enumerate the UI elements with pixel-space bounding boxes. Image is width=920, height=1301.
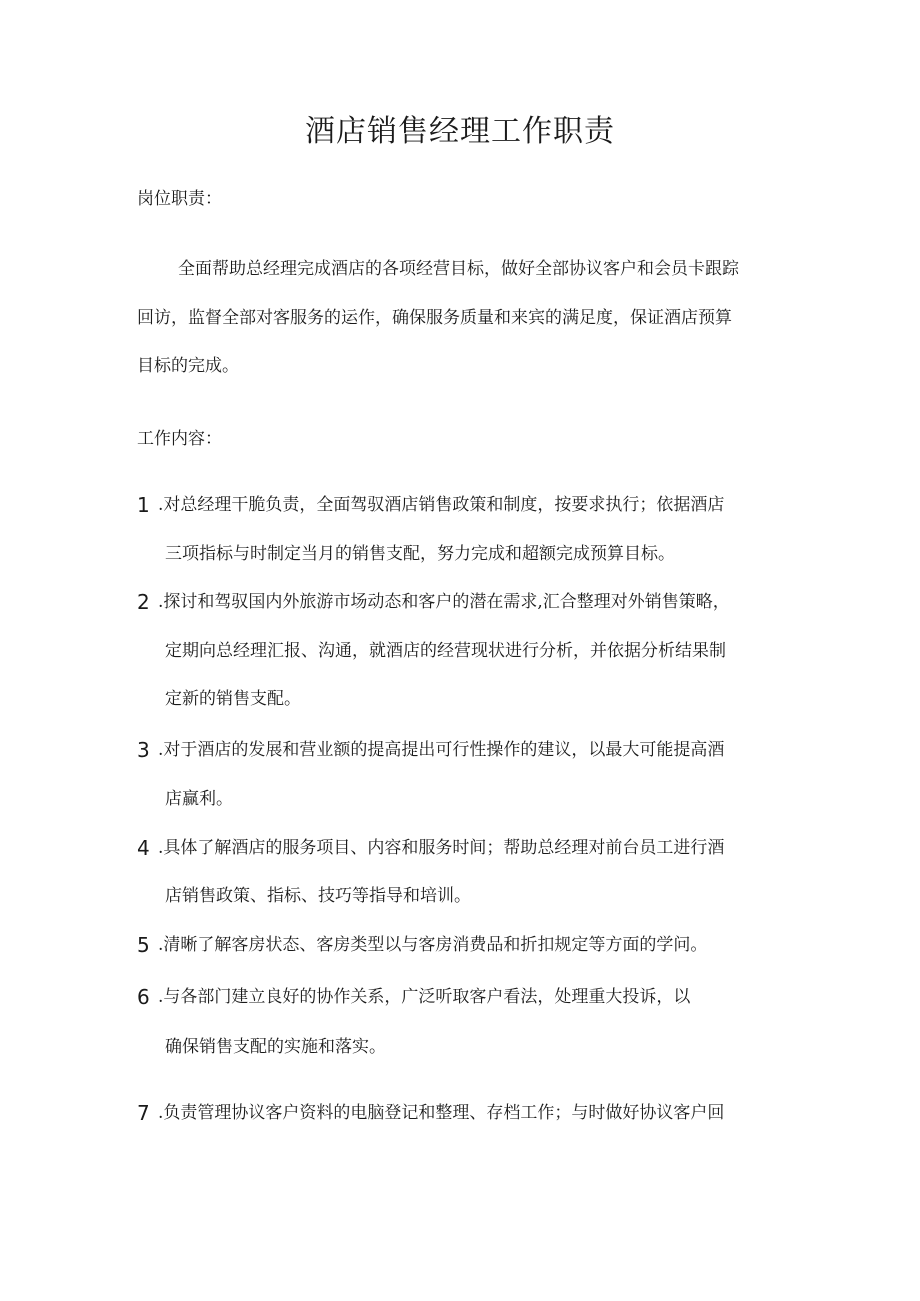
list-item-line: 定新的销售支配。 — [165, 689, 301, 709]
list-item-line: .清晰了解客房状态、客房类型以与客房消费品和折扣规定等方面的学问。 — [158, 935, 708, 955]
list-item-line: 店销售政策、指标、技巧等指导和培训。 — [165, 886, 471, 906]
list-item-number: 4 — [137, 836, 150, 860]
list-item-line: 店赢利。 — [165, 789, 233, 809]
list-item-line: .对于酒店的发展和营业额的提高提出可行性操作的建议，以最大可能提高酒 — [158, 740, 725, 760]
list-item-line: 三项指标与时制定当月的销售支配，努力完成和超额完成预算目标。 — [165, 544, 675, 564]
page-title: 酒店销售经理工作职责 — [305, 114, 615, 149]
list-item-line: .探讨和驾驭国内外旅游市场动态和客户的潜在需求,汇合整理对外销售策略， — [158, 592, 730, 612]
section-heading-responsibility: 岗位职责： — [137, 189, 222, 209]
section-heading-work-content: 工作内容： — [137, 429, 222, 449]
responsibility-line: 回访，监督全部对客服务的运作，确保服务质量和来宾的满足度，保证酒店预算 — [137, 308, 732, 328]
list-item-number: 6 — [137, 985, 150, 1009]
responsibility-line: 目标的完成。 — [137, 356, 239, 376]
responsibility-line: 全面帮助总经理完成酒店的各项经营目标，做好全部协议客户和会员卡跟踪 — [178, 259, 739, 279]
list-item-number: 7 — [137, 1101, 150, 1125]
list-item-number: 5 — [137, 933, 150, 957]
list-item-number: 3 — [137, 738, 150, 762]
list-item-line: 确保销售支配的实施和落实。 — [165, 1037, 386, 1057]
list-item-line: .与各部门建立良好的协作关系，广泛听取客户看法，处理重大投诉，以 — [158, 987, 691, 1007]
list-item-line: .具体了解酒店的服务项目、内容和服务时间；帮助总经理对前台员工进行酒 — [158, 838, 725, 858]
list-item-number: 1 — [137, 493, 150, 517]
list-item-line: .负责管理协议客户资料的电脑登记和整理、存档工作；与时做好协议客户回 — [158, 1103, 725, 1123]
list-item-number: 2 — [137, 590, 150, 614]
list-item-line: 定期向总经理汇报、沟通，就酒店的经营现状进行分析，并依据分析结果制 — [165, 641, 726, 661]
list-item-line: .对总经理干脆负责，全面驾驭酒店销售政策和制度，按要求执行；依据酒店 — [158, 495, 725, 515]
